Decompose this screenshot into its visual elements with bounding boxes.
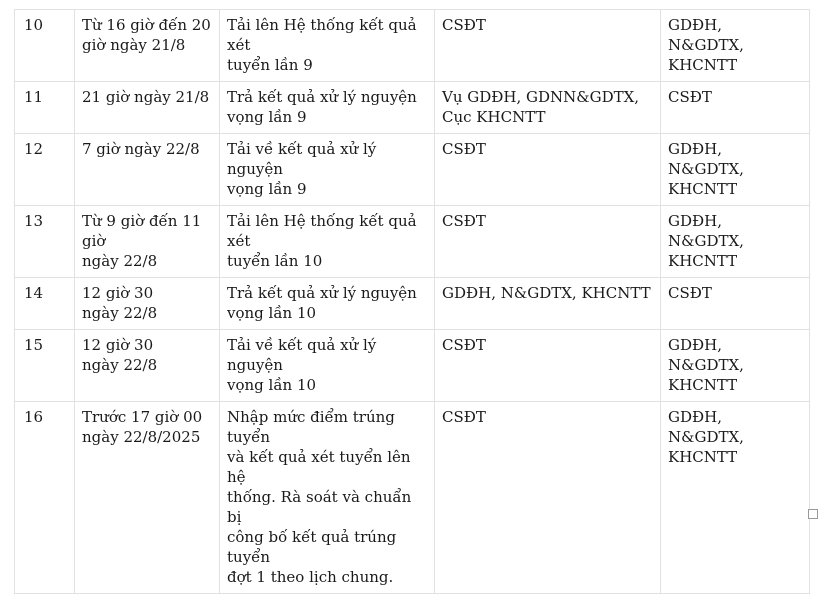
task-cell: Tải lên Hệ thống kết quả xét tuyển lần 9 [220, 10, 435, 82]
row-number: 15 [15, 330, 75, 402]
task-cell: Trả kết quả xử lý nguyện vọng lần 10 [220, 278, 435, 330]
recipient-cell: CSĐT [661, 278, 810, 330]
table-row [15, 278, 810, 330]
row-number: 13 [15, 206, 75, 278]
recipient-cell: GDĐH, N&GDTX, KHCNTT [661, 10, 810, 82]
time-cell: Từ 9 giờ đến 11 giờ ngày 22/8 [75, 206, 220, 278]
performer-cell: CSĐT [435, 10, 661, 82]
schedule-table [14, 9, 810, 594]
performer-cell: CSĐT [435, 134, 661, 206]
recipient-cell: CSĐT [661, 82, 810, 134]
time-cell: Từ 16 giờ đến 20 giờ ngày 21/8 [75, 10, 220, 82]
table-row [15, 82, 810, 134]
row-number: 10 [15, 10, 75, 82]
task-cell: Trả kết quả xử lý nguyện vọng lần 9 [220, 82, 435, 134]
task-cell: Nhập mức điểm trúng tuyển và kết quả xét tuyển lên hệ thống. Rà soát và chuẩn bị công bố kết quả trúng tuyển đợt 1 theo lịch chung. [220, 402, 435, 594]
time-cell: 7 giờ ngày 22/8 [75, 134, 220, 206]
table-row [15, 402, 810, 594]
performer-cell: Vụ GDĐH, GDNN&GDTX, Cục KHCNTT [435, 82, 661, 134]
table-row [15, 134, 810, 206]
row-number: 11 [15, 82, 75, 134]
recipient-cell: GDĐH, N&GDTX, KHCNTT [661, 206, 810, 278]
recipient-cell: GDĐH, N&GDTX, KHCNTT [661, 134, 810, 206]
recipient-cell: GDĐH, N&GDTX, KHCNTT [661, 402, 810, 594]
task-cell: Tải về kết quả xử lý nguyện vọng lần 9 [220, 134, 435, 206]
time-cell: 21 giờ ngày 21/8 [75, 82, 220, 134]
table-row [15, 330, 810, 402]
row-number: 16 [15, 402, 75, 594]
performer-cell: GDĐH, N&GDTX, KHCNTT [435, 278, 661, 330]
performer-cell: CSĐT [435, 330, 661, 402]
performer-cell: CSĐT [435, 402, 661, 594]
time-cell: Trước 17 giờ 00 ngày 22/8/2025 [75, 402, 220, 594]
recipient-cell: GDĐH, N&GDTX, KHCNTT [661, 330, 810, 402]
table-resize-handle[interactable] [808, 509, 818, 519]
task-cell: Tải lên Hệ thống kết quả xét tuyển lần 10 [220, 206, 435, 278]
time-cell: 12 giờ 30 ngày 22/8 [75, 330, 220, 402]
task-cell: Tải về kết quả xử lý nguyện vọng lần 10 [220, 330, 435, 402]
row-number: 12 [15, 134, 75, 206]
table-row [15, 206, 810, 278]
table-row [15, 10, 810, 82]
row-number: 14 [15, 278, 75, 330]
performer-cell: CSĐT [435, 206, 661, 278]
time-cell: 12 giờ 30 ngày 22/8 [75, 278, 220, 330]
